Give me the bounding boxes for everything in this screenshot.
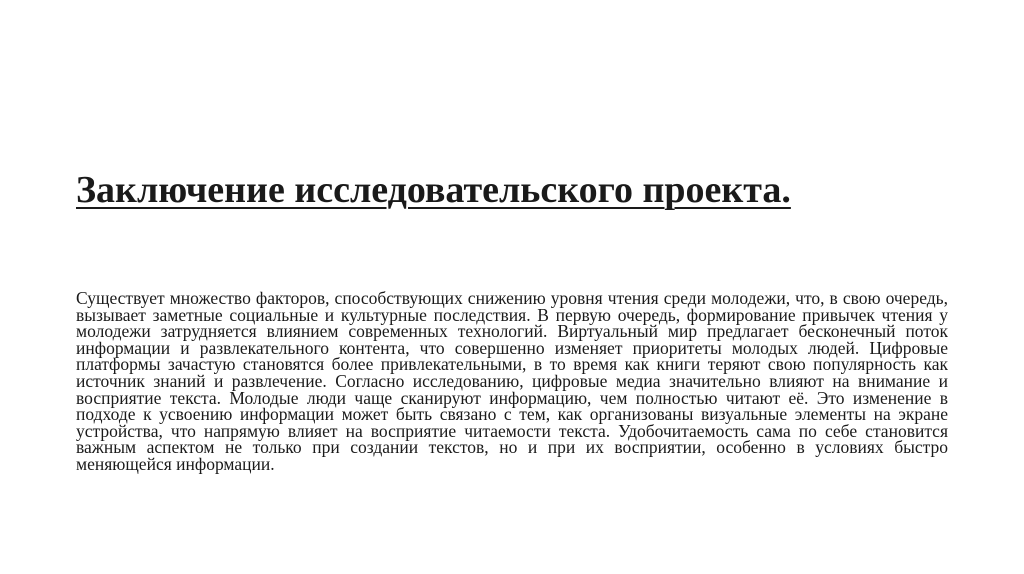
slide-title: Заключение исследовательского проекта. xyxy=(76,169,791,211)
slide-body-text: Существует множество факторов, способствующих снижению уровня чтения среди молодежи, что, в свою очередь, вызывает заметные социальные и культурные последствия. В первую очередь, формирование привычек чтения у молодежи затрудняется влиянием современных технологий. Виртуальный мир предлагает бесконечный поток информации и развлекательного контента, что совершенно изменяет приоритеты молодых людей. Цифровые платформы зачастую становятся более привлекательными, в то время как книги теряют свою популярность как источник знаний и развлечение. Согласно исследованию, цифровые медиа значительно влияют на внимание и восприятие текста. Молодые люди чаще сканируют информацию, чем полностью читают её. Это изменение в подходе к усвоению информации может быть связано с тем, как организованы визуальные элементы на экране устройства, что напрямую влияет на восприятие читаемости текста. Удобочитаемость сама по себе становится важным аспектом не только при создании текстов, но и при их восприятии, особенно в условиях быстро меняющейся информации. xyxy=(76,288,948,474)
